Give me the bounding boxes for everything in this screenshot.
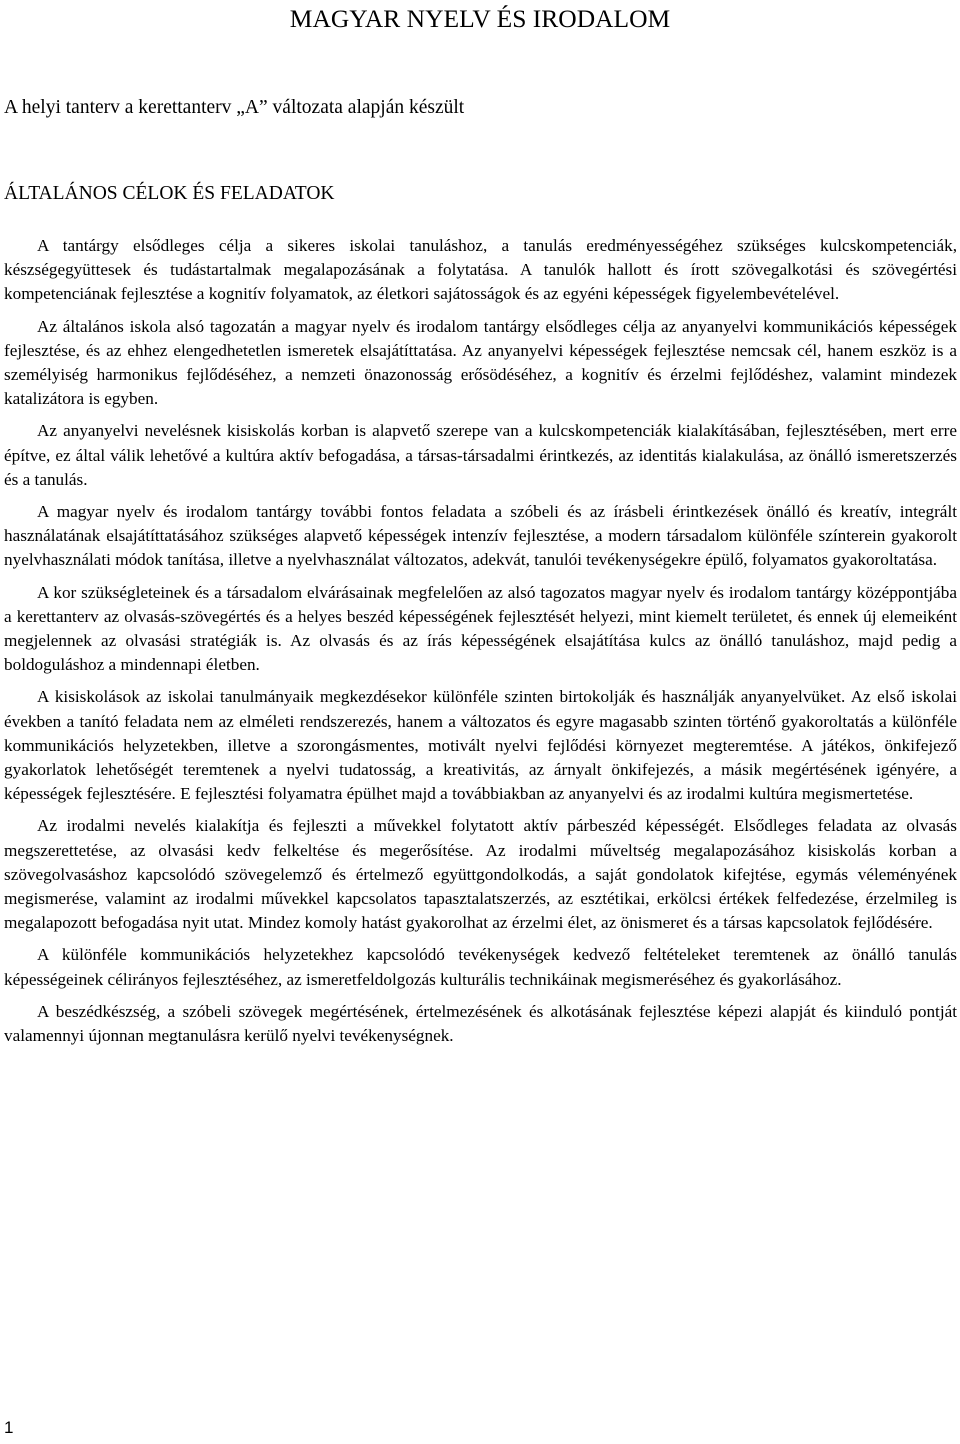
paragraph: A tantárgy elsődleges célja a sikeres iskolai tanuláshoz, a tanulás eredményességéhez szükséges kulcskompetenciák, készségegyüttesek és tudástartalmak megalapozásának a folytatása. A tanulók hallott és írott szövegalkotási és szövegértési kompetenciának fejlesztése a kognitív folyamatok, az életkori sajátosságok és az egyéni képességek figyelembevételével. [4,236,957,304]
document-body [4,234,957,1056]
document-title: MAGYAR NYELV ÉS IRODALOM [289,4,671,33]
page-number: 1 [4,1418,14,1437]
paragraph: Az irodalmi nevelés kialakítja és fejleszti a művekkel folytatott aktív párbeszéd képességét. Elsődleges feladata az olvasás megszerettetése, az olvasási kedv felkeltése és megerősítése. Az irodalmi műveltség megalapozásához kisiskolás korban a szövegolvasáshoz kapcsolódó szövegelemző és értelmező együttgondolkodás, a saját gondolatok kifejtése, egymás véleményének megismerése, valamint az irodalmi művekkel kapcsolatos tapasztalatszerzés, az esztétikai, erkölcsi értékek felfedezése, érzelmileg is megalapozott befogadása nyit utat. Mindez komoly hatást gyakorolhat az érzelmi élet, az önismeret és a társas kapcsolatok fejlődésére. [4,816,957,933]
document-subtitle: A helyi tanterv a kerettanterv „A” változata alapján készült [4,97,465,118]
paragraph: A kisiskolások az iskolai tanulmányaik megkezdésekor különféle szinten birtokolják és használják anyanyelvüket. Az első iskolai években a tanító feladata nem az elméleti rendszerezés, hanem a változatos és egyre magasabb szinten történő gyakoroltatás a különféle kommunikációs helyzetekben, illetve a szorongásmentes, motivált nyelvi fejlődési környezet megteremtése. A játékos, önkifejező gyakorlatok lehetőségét teremtenek a nyelvi tudatosság, a kreativitás, az árnyalt önkifejezés, a másik megértésének igényére, a képességek fejlesztésére. E fejlesztési folyamatra épülhet majd a továbbiakban az anyanyelvi és az irodalmi kultúra megismertetése. [4,687,957,804]
section-heading: ÁLTALÁNOS CÉLOK ÉS FELADATOK [4,183,335,204]
paragraph: Az általános iskola alsó tagozatán a magyar nyelv és irodalom tantárgy elsődleges célja az anyanyelvi kommunikációs képességek fejlesztése, és az ehhez elengedhetetlen ismeretek elsajátíttatása. Az anyanyelvi képességek fejlesztése nemcsak cél, hanem eszköz is a személyiség harmonikus fejlődéséhez, a nemzeti önazonosság erősödéséhez, a kognitív és érzelmi fejlődéshez, valamint mindezek katalizátora is egyben. [4,316,957,409]
paragraph: A különféle kommunikációs helyzetekhez kapcsolódó tevékenységek kedvező feltételeket teremtenek az önálló tanulás képességeinek célirányos fejlesztéséhez, az ismeretfeldolgozás kulturális technikáinak megismeréséhez és gyakorlásához. [4,945,957,989]
paragraph: A kor szükségleteinek és a társadalom elvárásainak megfelelően az alsó tagozatos magyar nyelv és irodalom tantárgy középpontjába a kerettanterv az olvasás-szövegértés és a helyes beszéd képességének fejlesztését helyezi, mint kiemelt területet, és ennek új elemeiként megjelennek az olvasási stratégiák is. Az olvasás és az írás képességének elsajátítása kulcs az önálló tanuláshoz, majd pedig a boldoguláshoz a mindennapi életben. [4,582,957,675]
paragraph: A beszédkészség, a szóbeli szövegek megértésének, értelmezésének és alkotásának fejlesztése képezi alapját és kiinduló pontját valamennyi újonnan megtanulásra kerülő nyelvi tevékenységnek. [4,1001,957,1046]
paragraph: Az anyanyelvi nevelésnek kisiskolás korban is alapvető szerepe van a kulcskompetenciák kialakításában, fejlesztésében, mert erre építve, ez által válik lehetővé a kultúra aktív befogadása, a társas-társadalmi érintkezés, az identitás kialakulása, az önálló ismeretszerzés és a tanulás. [4,421,957,489]
paragraph: A magyar nyelv és irodalom tantárgy további fontos feladata a szóbeli és az írásbeli érintkezések önálló és kreatív, integrált használatának elsajátíttatásához szükséges alapvető képességek intenzív fejlesztése, a modern társadalom különféle színterein gyakorolt nyelvhasználati módok tanítása, illetve a nyelvhasználat változatos, adekvát, tanulói tevékenységekre épülő, folyamatos gyakoroltatása. [4,502,957,570]
